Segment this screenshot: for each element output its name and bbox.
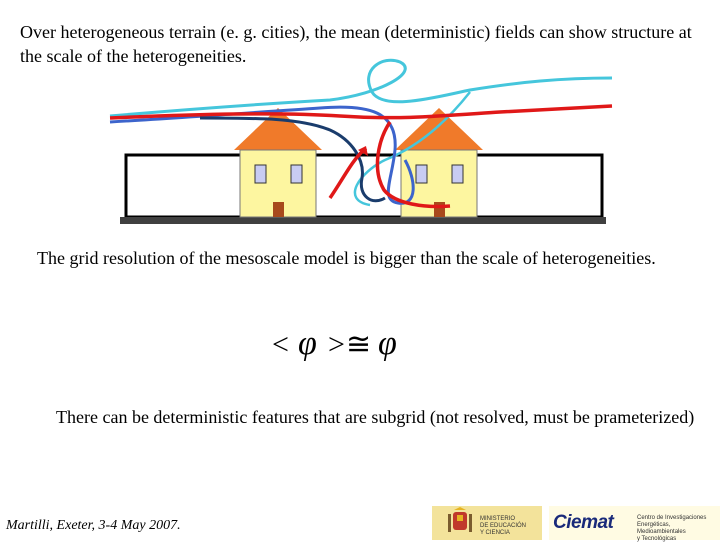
ciemat-subtitle-2: Energéticas, Medioambientales [637, 522, 686, 535]
house-right-window-1 [416, 165, 427, 183]
house-right-door [434, 202, 445, 217]
subgrid-text: There can be deterministic features that are subgrid (not resolved, must be prameterized) [56, 407, 695, 427]
footer-citation: Martilli, Exeter, 3-4 May 2007. [6, 518, 181, 533]
equation-open-bracket: < [272, 328, 289, 361]
equation-approx-sign: ≅ [346, 328, 372, 361]
ciemat-logo [549, 506, 720, 540]
urban-canopy-diagram [0, 0, 720, 240]
equation-close-bracket: > [328, 328, 345, 361]
ciemat-subtitle-3: y Tecnológicas [637, 536, 677, 542]
ministerio-logo [432, 506, 542, 540]
house-left-window-1 [255, 165, 266, 183]
grid-resolution-text: The grid resolution of the mesoscale model is bigger than the scale of heterogeneities. [37, 248, 656, 268]
house-right-window-2 [452, 165, 463, 183]
ciemat-wordmark: Ciemat [553, 512, 614, 533]
grid-cell-box [126, 155, 602, 217]
intro-text: Over heterogeneous terrain (e. g. cities), the mean (deterministic) fields can show structure at the scale of the heterogeneities. [20, 22, 692, 66]
ground-strip [120, 217, 606, 224]
equation-phi-left: φ [298, 325, 317, 362]
equation-phi-right: φ [378, 325, 397, 362]
house-left-window-2 [291, 165, 302, 183]
ministerio-line-2: DE EDUCACIÓN [480, 523, 527, 529]
ministerio-line-3: Y CIENCIA [480, 530, 510, 536]
house-left-door [273, 202, 284, 217]
spanish-coat-of-arms-icon [440, 506, 480, 540]
ministerio-line-1: MINISTERIO [480, 516, 516, 522]
ciemat-subtitle-1: Centro de Investigaciones [637, 515, 707, 521]
mean-field-equation [268, 318, 418, 368]
